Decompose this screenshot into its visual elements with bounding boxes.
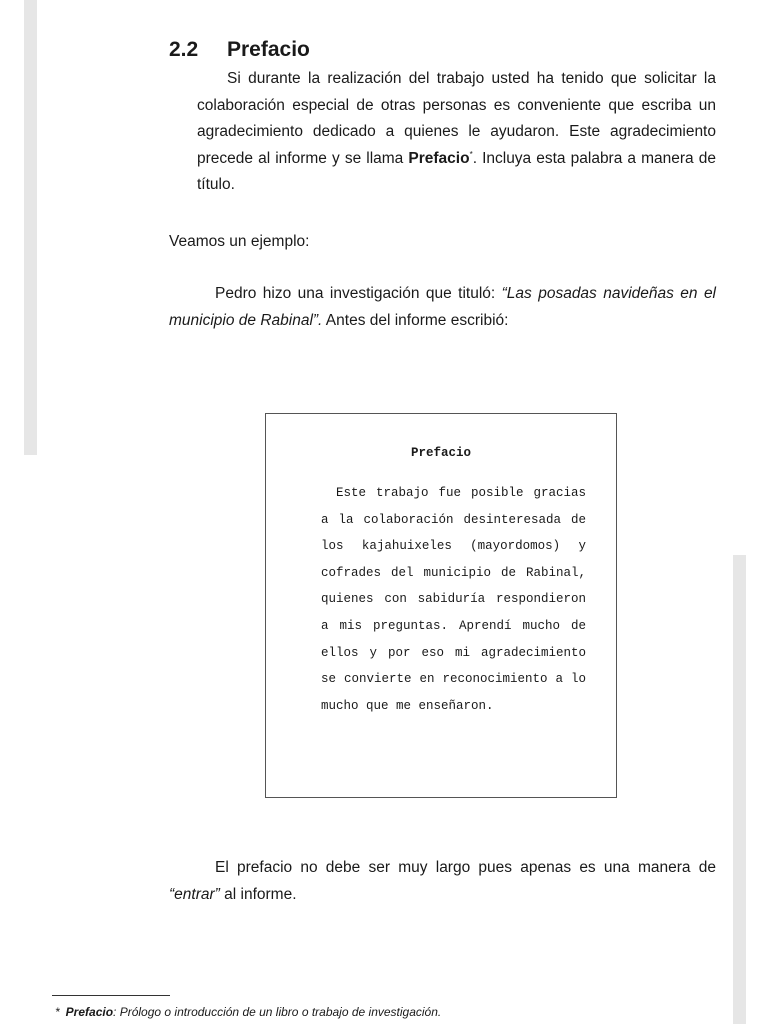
right-margin-bar (733, 555, 746, 1024)
entrar-emphasis: “entrar” (169, 885, 220, 903)
section-title: Prefacio (227, 38, 310, 61)
section-heading (169, 38, 310, 62)
prefacio-term: Prefacio (408, 149, 470, 167)
example-box-body: Este trabajo fue posible gracias a la colaboración desinteresada de los kajahuixeles (mayordomos) y cofrades del municipio de Rabinal, quienes con sabiduría respondieron a mis preguntas. Aprendí mucho de ellos y por eso mi agradecimiento se convierte en reconocimiento a lo mucho que me enseñaron. (321, 486, 586, 713)
example-text-start: Pedro hizo una investigación que tituló: (215, 285, 502, 302)
footnote (55, 1005, 441, 1019)
intro-text-end: . Incluya esta palabra a manera de título. (197, 149, 716, 193)
closing-paragraph (169, 855, 716, 908)
footnote-mark: * (55, 1005, 60, 1019)
investigation-title: “Las posadas navideñas en el municipio de Rabinal”. (169, 285, 717, 329)
example-prefacio-box (265, 413, 617, 798)
example-paragraph (169, 281, 716, 334)
footnote-reference: * (469, 149, 473, 159)
closing-text-end: al informe. (219, 885, 297, 903)
intro-text-start: Si durante la realización del trabajo usted ha tenido que solicitar la colaboración especial de otras personas es conveniente que escriba un agradecimiento dedicado a quienes le ayudaron. Este agradecimiento precede al informe y se llama (197, 70, 716, 167)
footnote-divider (52, 995, 170, 996)
section-number: 2.2 (169, 38, 199, 61)
footnote-definition: : Prólogo o introducción de un libro o trabajo de investigación. (113, 1005, 442, 1019)
intro-paragraph (197, 66, 716, 199)
example-box-title: Prefacio (410, 446, 471, 460)
example-intro: Veamos un ejemplo: (169, 233, 310, 250)
footnote-term: Prefacio (65, 1005, 114, 1019)
example-text-end: Antes del informe escribió: (322, 311, 509, 329)
left-margin-bar (24, 0, 37, 455)
closing-text-start: El prefacio no debe ser muy largo pues apenas es una manera de (215, 859, 716, 876)
